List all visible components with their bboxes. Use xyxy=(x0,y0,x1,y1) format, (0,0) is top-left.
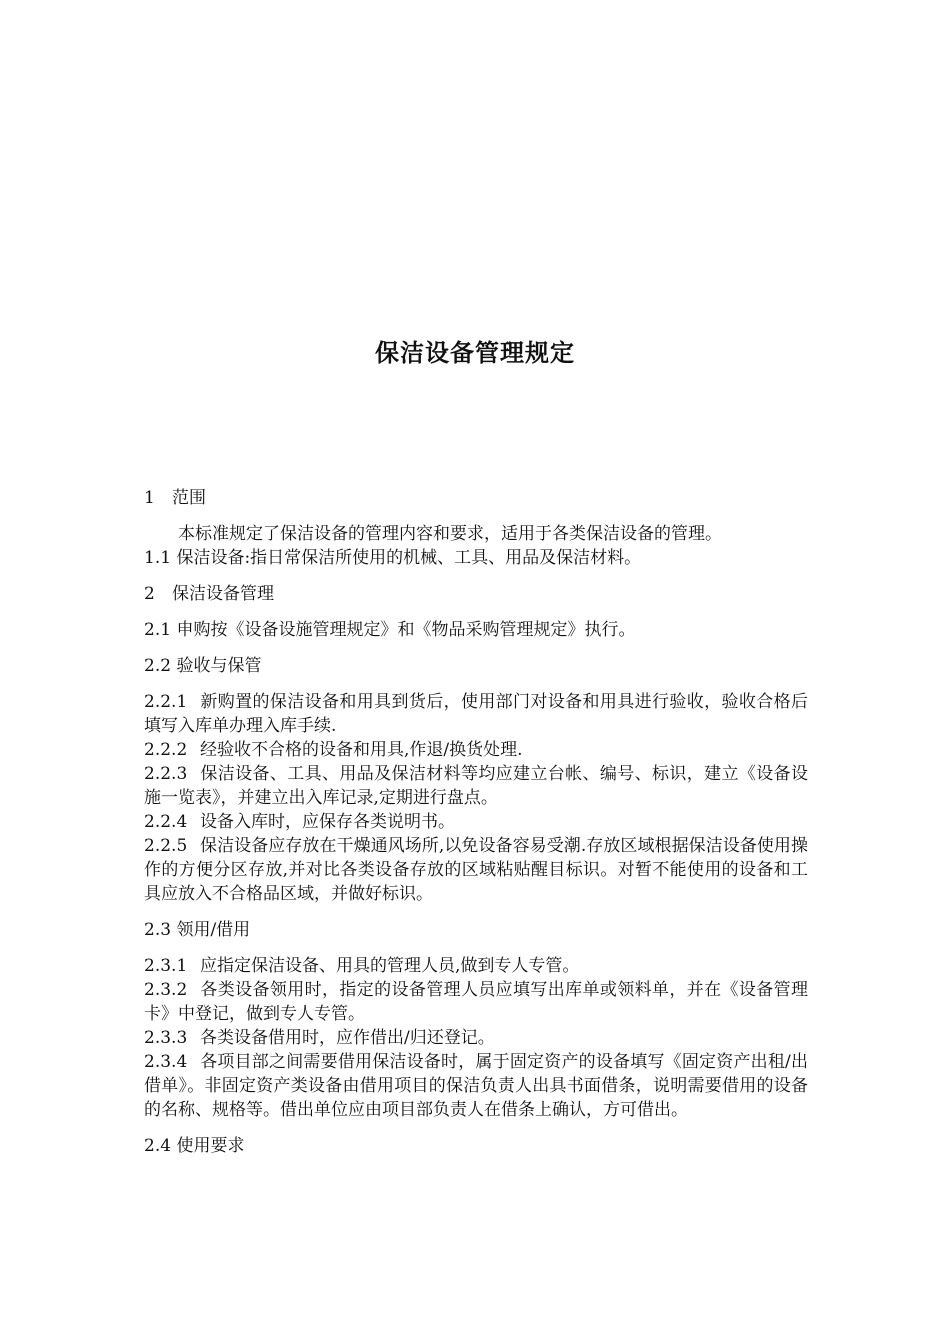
item-number: 2.3.2 xyxy=(144,980,188,1000)
subheading-2-3: 2.3 领用/借用 xyxy=(144,920,251,940)
item-2-3-3 xyxy=(144,1026,808,1050)
item-text: 经验收不合格的设备和用具,作退/换货处理. xyxy=(200,740,523,760)
item-2-2-2 xyxy=(144,738,808,762)
item-number: 2.2.4 xyxy=(144,812,188,832)
section-number: 2 xyxy=(144,584,155,604)
item-text: 保洁设备、工具、用品及保洁材料等均应建立台帐、编号、标识，建立《设备设施一览表》，并建立出入库记录,定期进行盘点。 xyxy=(144,764,808,808)
item-text: 各项目部之间需要借用保洁设备时，属于固定资产的设备填写《固定资产出租/出借单》。非固定资产类设备由借用项目的保洁负责人出具书面借条，说明需要借用的设备的名称、规格等。借出单位应由项目部负责人在借条上确认，方可借出。 xyxy=(144,1052,808,1120)
document-title: 保洁设备管理规定 xyxy=(375,339,575,367)
item-number: 2.2.2 xyxy=(144,740,188,760)
item-text: 应指定保洁设备、用具的管理人员,做到专人专管。 xyxy=(200,956,580,976)
document-body xyxy=(144,486,808,1158)
section-number: 1 xyxy=(144,488,155,508)
paragraph-intro: 本标准规定了保洁设备的管理内容和要求，适用于各类保洁设备的管理。 xyxy=(178,524,722,544)
paragraph-2-1: 2.1 申购按《设备设施管理规定》和《物品采购管理规定》执行。 xyxy=(144,620,636,640)
item-text: 新购置的保洁设备和用具到货后，使用部门对设备和用具进行验收，验收合格后填写入库单办理入库手续. xyxy=(144,692,808,736)
item-text: 设备入库时，应保存各类说明书。 xyxy=(200,812,455,832)
item-2-3-2 xyxy=(144,978,808,1026)
item-number: 2.2.5 xyxy=(144,836,188,856)
item-text: 各类设备借用时，应作借出/归还登记。 xyxy=(200,1028,495,1048)
section-title: 范围 xyxy=(172,488,206,508)
item-text: 保洁设备应存放在干燥通风场所,以免设备容易受潮.存放区域根据保洁设备使用操作的方便分区存放,并对比各类设备存放的区域粘贴醒目标识。对暂不能使用的设备和工具应放入不合格品区域，并做好标识。 xyxy=(144,836,808,904)
section-heading-1 xyxy=(144,486,808,510)
item-number: 2.3.1 xyxy=(144,956,188,976)
item-2-2-3 xyxy=(144,762,808,810)
item-2-3-1 xyxy=(144,954,808,978)
paragraph-1-1: 1.1 保洁设备:指日常保洁所使用的机械、工具、用品及保洁材料。 xyxy=(144,548,642,568)
item-2-2-4 xyxy=(144,810,808,834)
item-text: 各类设备领用时，指定的设备管理人员应填写出库单或领料单，并在《设备管理卡》中登记，做到专人专管。 xyxy=(144,980,808,1024)
subheading-2-2: 2.2 验收与保管 xyxy=(144,656,262,676)
section-heading-2 xyxy=(144,582,808,606)
item-2-2-1 xyxy=(144,690,808,738)
item-number: 2.2.1 xyxy=(144,692,188,712)
section-title: 保洁设备管理 xyxy=(172,584,274,604)
item-number: 2.3.4 xyxy=(144,1052,188,1072)
subheading-2-4: 2.4 使用要求 xyxy=(144,1136,245,1156)
item-number: 2.3.3 xyxy=(144,1028,188,1048)
item-2-3-4 xyxy=(144,1050,808,1122)
item-2-2-5 xyxy=(144,834,808,906)
item-number: 2.2.3 xyxy=(144,764,188,784)
